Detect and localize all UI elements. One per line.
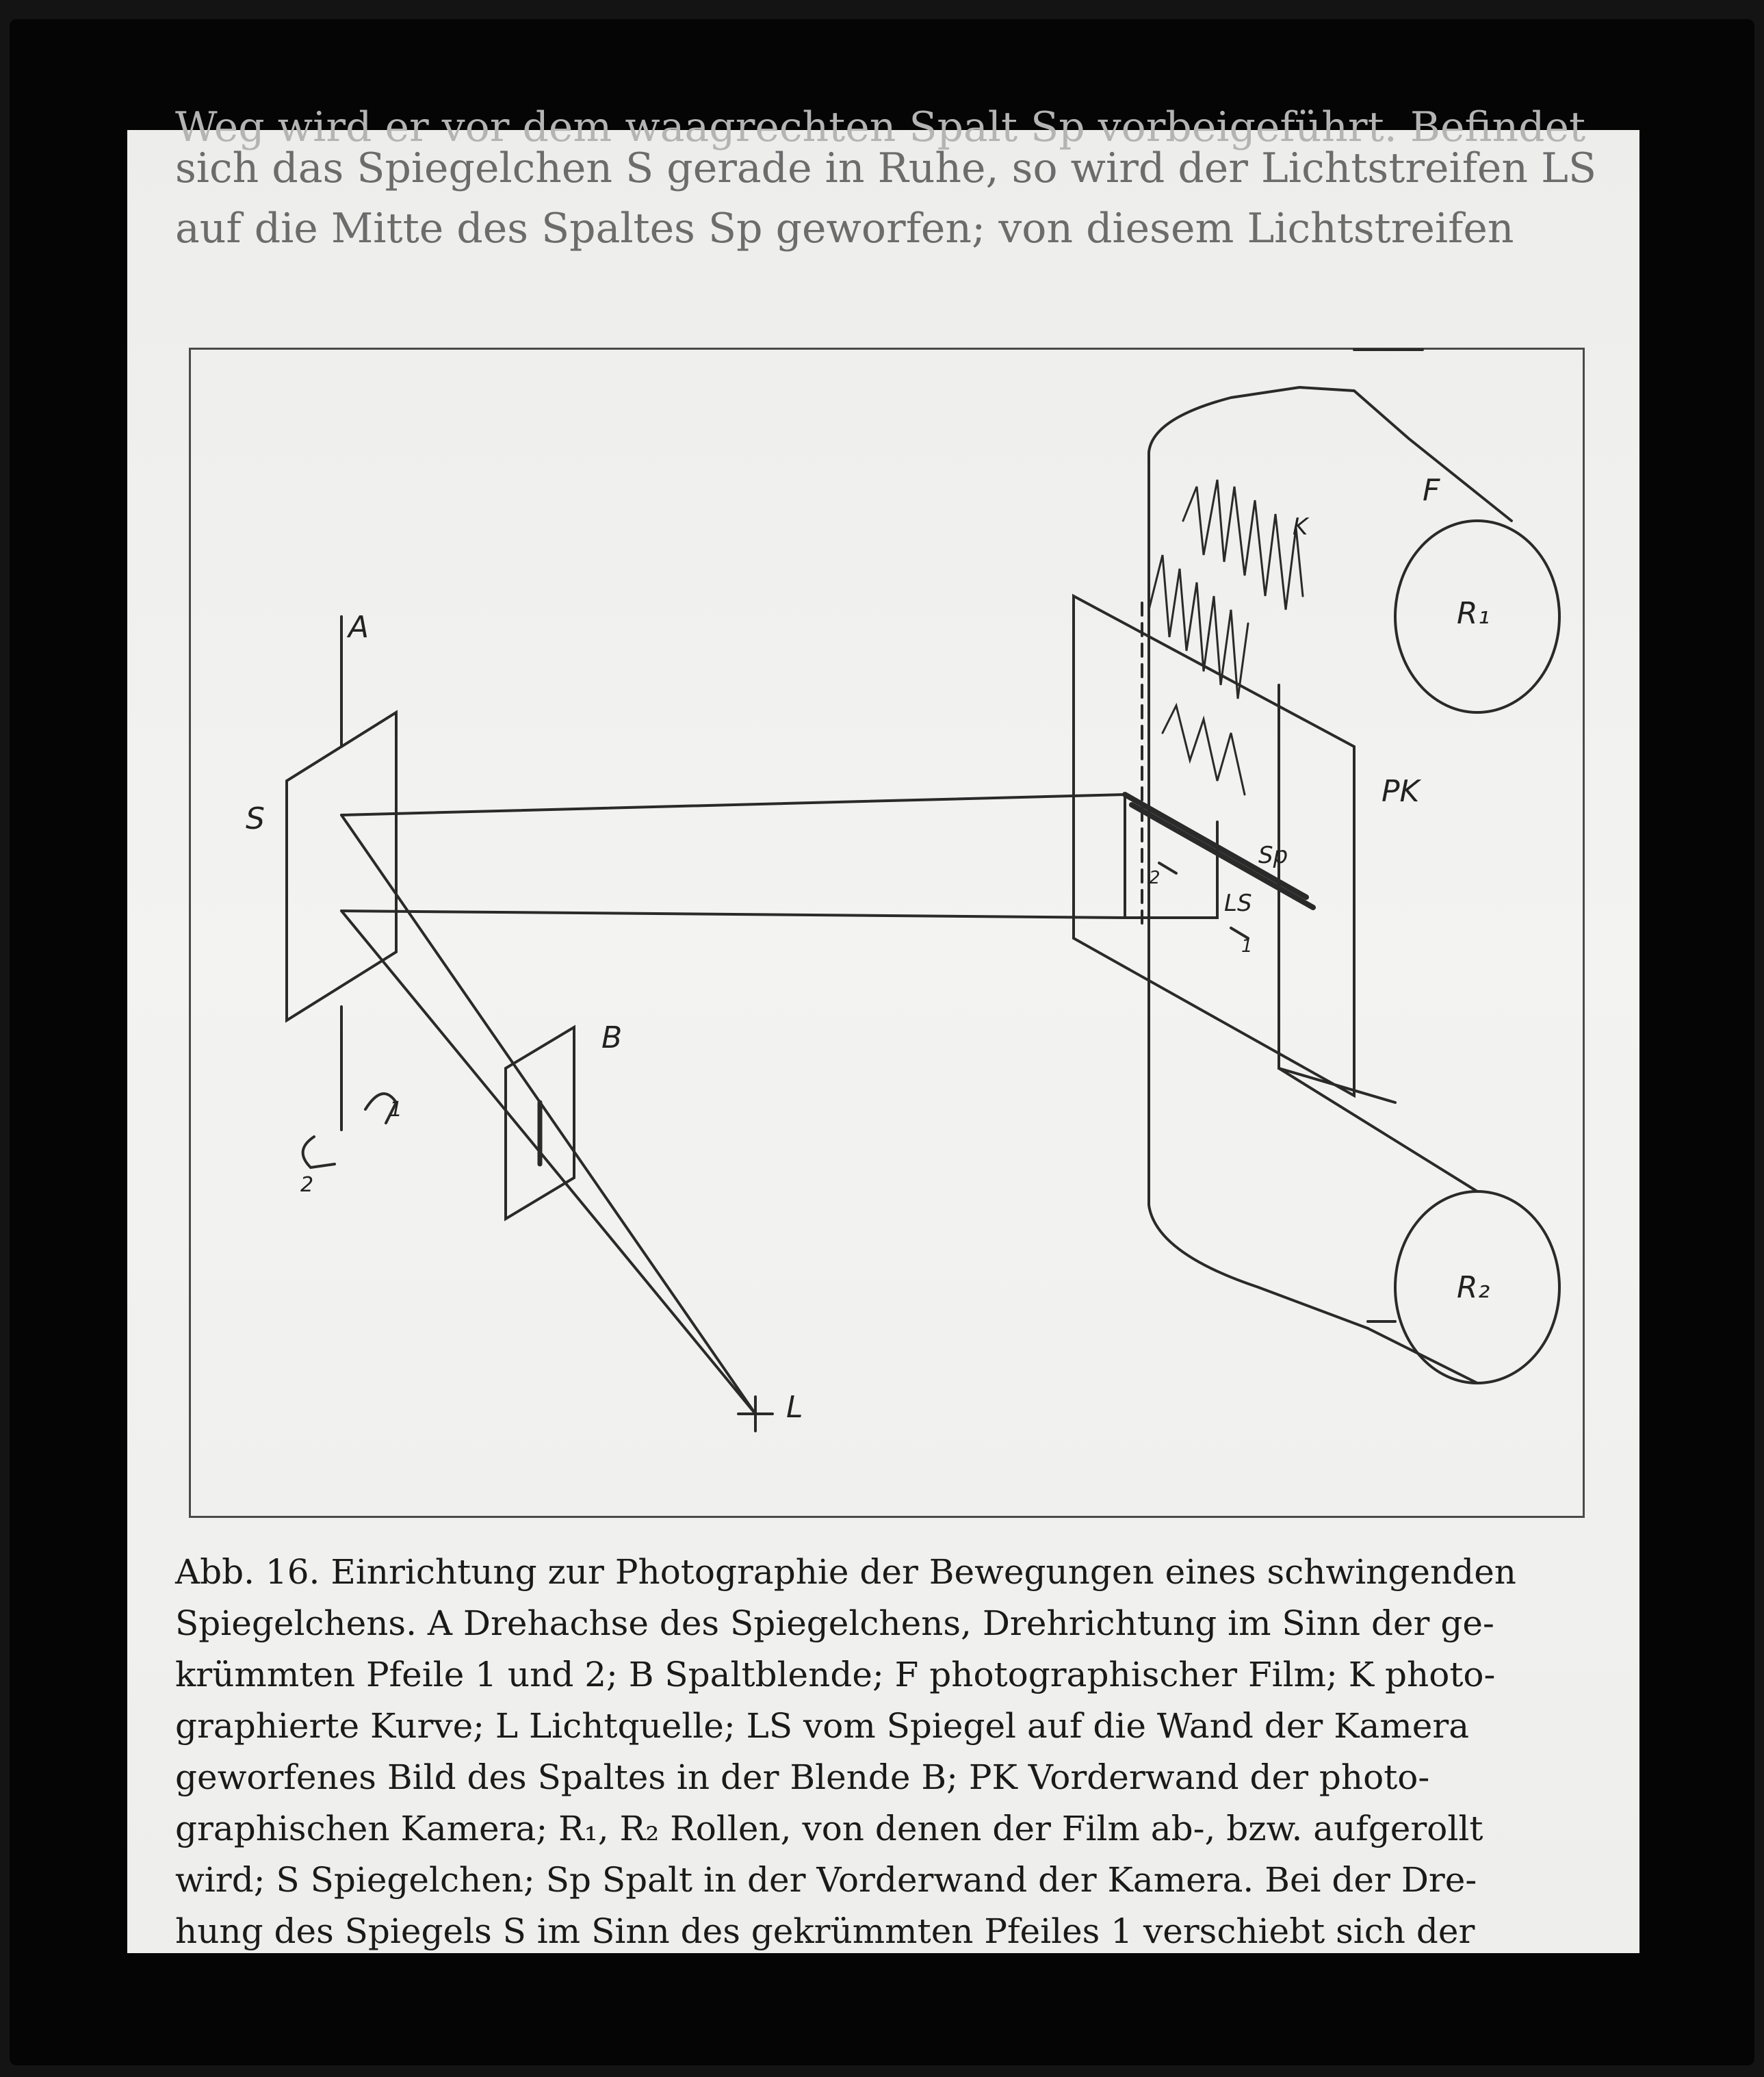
curved-arrow-2 [303, 1137, 335, 1167]
light-ray-lower [341, 911, 1125, 918]
label-k: K [1293, 513, 1308, 541]
mirror-s [287, 712, 396, 1020]
light-ray-upper [341, 795, 1125, 815]
label-f: F [1423, 473, 1440, 508]
label-s: S [246, 801, 265, 836]
label-r2: R₂ [1457, 1270, 1490, 1305]
label-r1: R₁ [1457, 596, 1490, 631]
film-strip [1149, 387, 1512, 1328]
text-line: sich das Spiegelchen S gerade in Ruhe, so wird der Lichtstreifen LS [175, 144, 1597, 192]
label-b: B [601, 1020, 623, 1055]
label-plate-arrow-2: 2 [1149, 868, 1160, 888]
film-lower [1279, 1068, 1477, 1383]
label-arrow-2: 2 [300, 1173, 314, 1197]
text-line: Weg wird er vor dem waagrechten Spalt Sp vorbeigeführt. Befindet [175, 103, 1586, 151]
caption-line: graphierte Kurve; L Lichtquelle; LS vom Spiegel auf die Wand der Kamera [175, 1706, 1470, 1746]
label-a: A [348, 610, 369, 645]
body-text-top [175, 103, 1612, 259]
label-pk: PK [1382, 774, 1420, 809]
label-plate-arrow-1: 1 [1241, 936, 1253, 957]
figure-16 [189, 348, 1585, 1518]
light-source-l [738, 1397, 773, 1431]
label-ls: LS [1224, 890, 1252, 917]
book-page [127, 103, 1639, 1953]
caption-line: Abb. 16. Einrichtung zur Photographie der Bewegungen eines schwingenden [175, 1552, 1516, 1592]
figure-caption [175, 1547, 1619, 1957]
caption-line: graphischen Kamera; R₁, R₂ Rollen, von denen der Film ab-, bzw. aufgerollt [175, 1809, 1483, 1848]
light-ray-diag1 [341, 815, 755, 1414]
caption-line: krümmten Pfeile 1 und 2; B Spaltblende; F photographischer Film; K photo- [175, 1655, 1496, 1694]
label-arrow-1: 1 [389, 1098, 403, 1122]
label-l: L [786, 1390, 803, 1425]
caption-line: hung des Spiegels S im Sinn des gekrümmten Pfeiles 1 verschiebt sich der [175, 1911, 1475, 1951]
caption-line: geworfenes Bild des Spaltes in der Blende B; PK Vorderwand der photo- [175, 1757, 1430, 1797]
caption-line: Spiegelchens. A Drehachse des Spiegelchens, Drehrichtung im Sinn der ge- [175, 1603, 1494, 1643]
light-ray-diag2 [341, 911, 755, 1414]
label-sp: Sp [1258, 842, 1288, 869]
text-line: auf die Mitte des Spaltes Sp geworfen; von diesem Lichtstreifen [175, 205, 1514, 253]
caption-line: wird; S Spiegelchen; Sp Spalt in der Vorderwand der Kamera. Bei der Dre- [175, 1860, 1477, 1900]
apparatus-diagram [191, 350, 1587, 1520]
